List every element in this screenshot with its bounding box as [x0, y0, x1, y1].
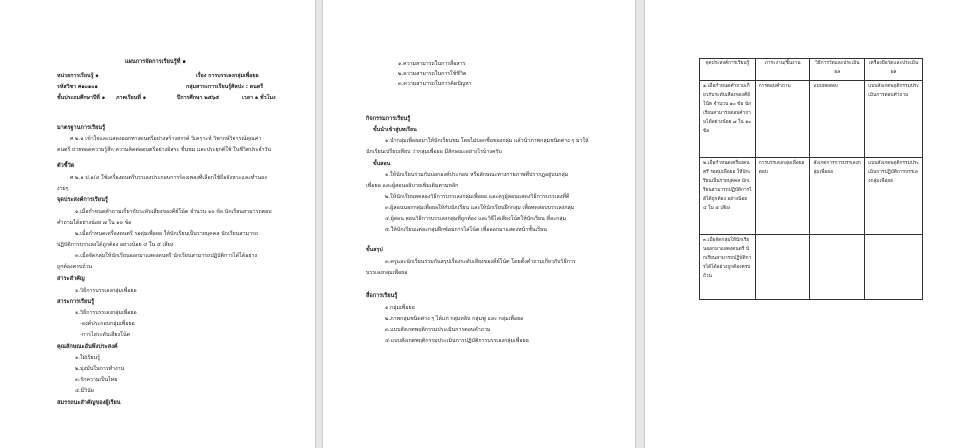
objective-line: คำถามได้อย่างน้อย ๗ ใน ๑๐ ข้อ [57, 220, 132, 226]
competency-heading: สมรรถนะสำคัญของผู้เรียน [57, 400, 121, 406]
competency-line: ๓.ความสามารถในการคิดปัญหา [398, 81, 472, 87]
traits-heading: คุณลักษณะอันพึงประสงค์ [57, 344, 118, 350]
time-label: เวลา ๑ ชั่วโมง [242, 95, 276, 101]
table-cell: การบรรเลงกลุ่มเพื่อยอตอบ [755, 158, 810, 235]
competency-line: ๑.ความสามารถในการสื่อสาร [398, 61, 466, 67]
intro-line: ๑.นำกลุ่มเพื่อยอมาให้นักเรียนชม โดยไม่บอกชื่อของกลุ่ม แล้วนำภาพกลุ่มชนิดต่าง ๆ มาให้ [385, 138, 589, 144]
teach-line: ๕.ให้นักเรียนแต่ละกลุ่มฝึกซ้อมการไล่โน้ต เพื่อออกมาแสดงหน้าชั้นเรียน [385, 227, 547, 233]
media-line: ๔.แบบสังเกตพฤติกรรมประเมินการปฏิบัติการบรรเลงกลุ่มเพื่อยอ [385, 338, 529, 344]
content-line: -การไล่ระดับเสียงโน้ต [80, 332, 130, 338]
objective-line: ๑.เมื่อกำหนดคำถามเกี่ยวกับระดับเสียงของคีย์โน้ต จำนวน ๑๐ ข้อ นักเรียนสามารถตอบ [75, 209, 272, 215]
objective-line: ปฏิบัติการบรรเลงได้ถูกต้อง อย่างน้อย ๔ ใน ๕ เสียง [57, 242, 174, 248]
activities-heading: กิจกรรมการเรียนรู้ [366, 116, 411, 122]
objective-line: ๓.เมื่อจัดกลุ่มให้นักเรียนออกมาแสดงดนตรี นักเรียนสามารถปฏิบัติการได้ได้อย่าง [75, 253, 258, 259]
table-cell: ๓.เมื่อจัดกลุ่มให้นักเรียนออกมาแสดงดนตรี นักเรียนสามารถปฏิบัติการได้ได้อย่างถูกต้องครบถ้วน [700, 235, 756, 300]
summary-heading: ขั้นสรุป [366, 247, 383, 253]
standards-line: ศ ๒.๑ เข้าใจและแสดงออกทางดนตรีอย่างสร้างสรรค์ วิเคราะห์ วิพากษ์วิจารณ์คุณค่า [70, 136, 262, 142]
trait-line: ๑.ใฝ่เรียนรู้ [75, 355, 100, 361]
course-code: รหัสวิชา ศ๑๐๑๐๑ [57, 84, 98, 90]
table-row [700, 158, 923, 235]
table-cell: ๒.เมื่อกำหนดเครื่องดนตรี รอดุ่มเพื่อยอ ให้นักเรียนเป็นรายบุคคล นักเรียนสามารถปฏิบัติการได้ได้ถูกต้อง อย่างน้อย ๔ ใน ๕ เสียง [700, 158, 756, 235]
media-heading: สื่อการเรียนรู้ [366, 293, 398, 299]
table-cell: ๑.เมื่อกำหนดคำถามเกี่ยวกับระดับเสียงของคีย์โน้ต จำนวน ๑๐ ข้อ นักเรียนสามารถตอบคำถามได้อย่างน้อย ๗ ใน ๑๐ ข้อ [700, 81, 756, 158]
media-line: ๑.กลุ่มเพื่อยอ [385, 305, 415, 311]
objectives-heading: จุดประสงค์การเรียนรู้ [57, 197, 108, 203]
table-cell: แบบสังเกตพฤติกรรมประเมินการปฏิบัติการบรรเลงกลุ่มเพื่อยอ [865, 158, 923, 235]
table-cell [755, 235, 810, 300]
content-line: ๑.วิธีการบรรเลงกลุ่มเพื่อยอ [75, 310, 137, 316]
topic-label: เรื่อง การบรรเลงกลุ่มเพื่อยอ [196, 73, 259, 79]
standards-line: ดนตรี ถ่ายทอดความรู้สึก ความคิดต่อดนตรีอย่างอิสระ ชื่นชม และประยุกต์ใช้ ในชีวิตประจำวัน [57, 147, 272, 153]
trait-line: ๔.มีวินัย [75, 388, 94, 394]
indicator-line: ง่ายๆ [57, 186, 69, 192]
document-page-3 [645, 0, 960, 448]
trait-line: ๓.รักความเป็นไทย [75, 377, 118, 383]
essence-heading: สาระสำคัญ [57, 276, 85, 282]
media-line: ๒.ภาพกลุ่มชนิดต่าง ๆ ได้แก่ กลุ่มหลิบ กลุ่มฟู และ กลุ่มเพื่อยอ [385, 316, 524, 322]
header-tool: เครื่องมือวัดและประเมินผล [865, 59, 923, 81]
teach-line: ๓.ผู้สอนนอกกลุ่มเพื่อยอให้กับนักเรียน และให้นักเรียนฝึกกลุ่ม เพื่อทดสอบบรรเลงกลุ่ม [385, 205, 575, 211]
year-label: ปีการศึกษา ๒๕๖๕ [177, 95, 220, 101]
plan-title: แผนการจัดการเรียนรู้ที่ ๑ [125, 59, 186, 65]
term-label: ภาคเรียนที่ ๑ [116, 95, 147, 101]
content-line: -องค์ประกอบกลุ่มเพื่อยอ [80, 321, 135, 327]
objective-line: ถูกต้องครบถ้วน [57, 264, 93, 270]
trait-line: ๒.มุ่งมั่นในการทำงาน [75, 366, 125, 372]
teach-heading: ขั้นสอน [373, 161, 391, 167]
table-header-row [700, 59, 923, 81]
table-cell: แบบสังเกตพฤติกรรมประเมินการตอบคำถาม [865, 81, 923, 158]
intro-line: นักเรียนเปรียบเทียบ ว่ากลุ่มเพื่อยอ มีลักษณะอย่างไรบ้างครับ [366, 149, 502, 155]
essence-line: ๑.วิธีการบรรเลงกลุ่มเพื่อยอ [75, 288, 137, 294]
unit-label: หน่วยการเรียนรู้ ๑ [57, 73, 99, 79]
header-task: ภาระงาน/ชิ้นงาน [755, 59, 810, 81]
summary-line: บรรเลงกลุ่มเพื่อยอ [366, 270, 408, 276]
intro-heading: ขั้นนำเข้าสู่บทเรียน [373, 127, 417, 133]
document-page-2 [323, 0, 635, 448]
teach-line: ๔.ผู้สอน สอนวิธีการบรรเลงกลุ่มที่ถูกต้อง และวิธีไล่เสียงโน้ตให้นักเรียน ที่ละกลุ่ม [385, 216, 566, 222]
header-objective: จุดประสงค์การเรียนรู้ [700, 59, 756, 81]
competency-line: ๒.ความสามารถในการใช้ชีวิต [398, 71, 467, 77]
assessment-table [699, 58, 923, 300]
header-method: วิธีการวัดและประเมินผล [810, 59, 865, 81]
table-cell [810, 235, 865, 300]
table-row [700, 235, 923, 300]
summary-line: ๓.ครูและนักเรียนร่วมกันสรุปเรื่องระดับเสียงของคีย์โน้ต โดยตั้งคำถามเกี่ยวกับวิธีการ [385, 259, 576, 265]
table-cell: การตอบคำถาม [755, 81, 810, 158]
grade-label: ชั้นประถมศึกษาปีที่ ๑ [57, 95, 106, 101]
table-cell: แบบทดสอบ [810, 81, 865, 158]
indicator-heading: ตัวชี้วัด [57, 163, 75, 169]
table-row [700, 81, 923, 158]
teach-line: ๒.ให้นักเรียนทดลองวิธีการบรรเลงกลุ่มเพื่อยอ และครูผู้สอนแสดงวิธีการบรรเลงที่ดี [385, 194, 570, 200]
table-cell [865, 235, 923, 300]
document-page-1 [0, 0, 315, 448]
teach-line: ๑.ให้นักเรียนร่วมกันบอกองค์ประกอบ หรือลักษณะทางกายภาพที่ปรากฏอยู่บนกลุ่ม [385, 172, 569, 178]
department-label: กลุ่มสาระการเรียนรู้ศิลปะ : ดนตรี [186, 84, 264, 90]
table-cell: สังเกตการการบรรเลงกลุ่มเพื่อยอ [810, 158, 865, 235]
content-heading: สาระการเรียนรู้ [57, 299, 95, 305]
teach-line: เพื่อยอ และผู้สอนอธิบายเพิ่มเติมตามหลัก [366, 183, 459, 189]
media-line: ๓.แบบสังเกตพฤติกรรมประเมินการตอบคำถาม [385, 327, 491, 333]
objective-line: ๒.เมื่อกำหนดเครื่องดนตรี รอดุ่มเพื่อยอ ให้นักเรียนเป็นรายบุคคล นักเรียนสามารถ [75, 231, 259, 237]
indicator-line: ศ ๒.๑ ป.๑/๔ ใช้เครื่องดนตรีบรรเลงประกอบการร้องเพลงที่เลือกใช้ถือจังหวะและทำนอง [70, 175, 267, 181]
standards-heading: มาตรฐานการเรียนรู้ [57, 125, 106, 131]
